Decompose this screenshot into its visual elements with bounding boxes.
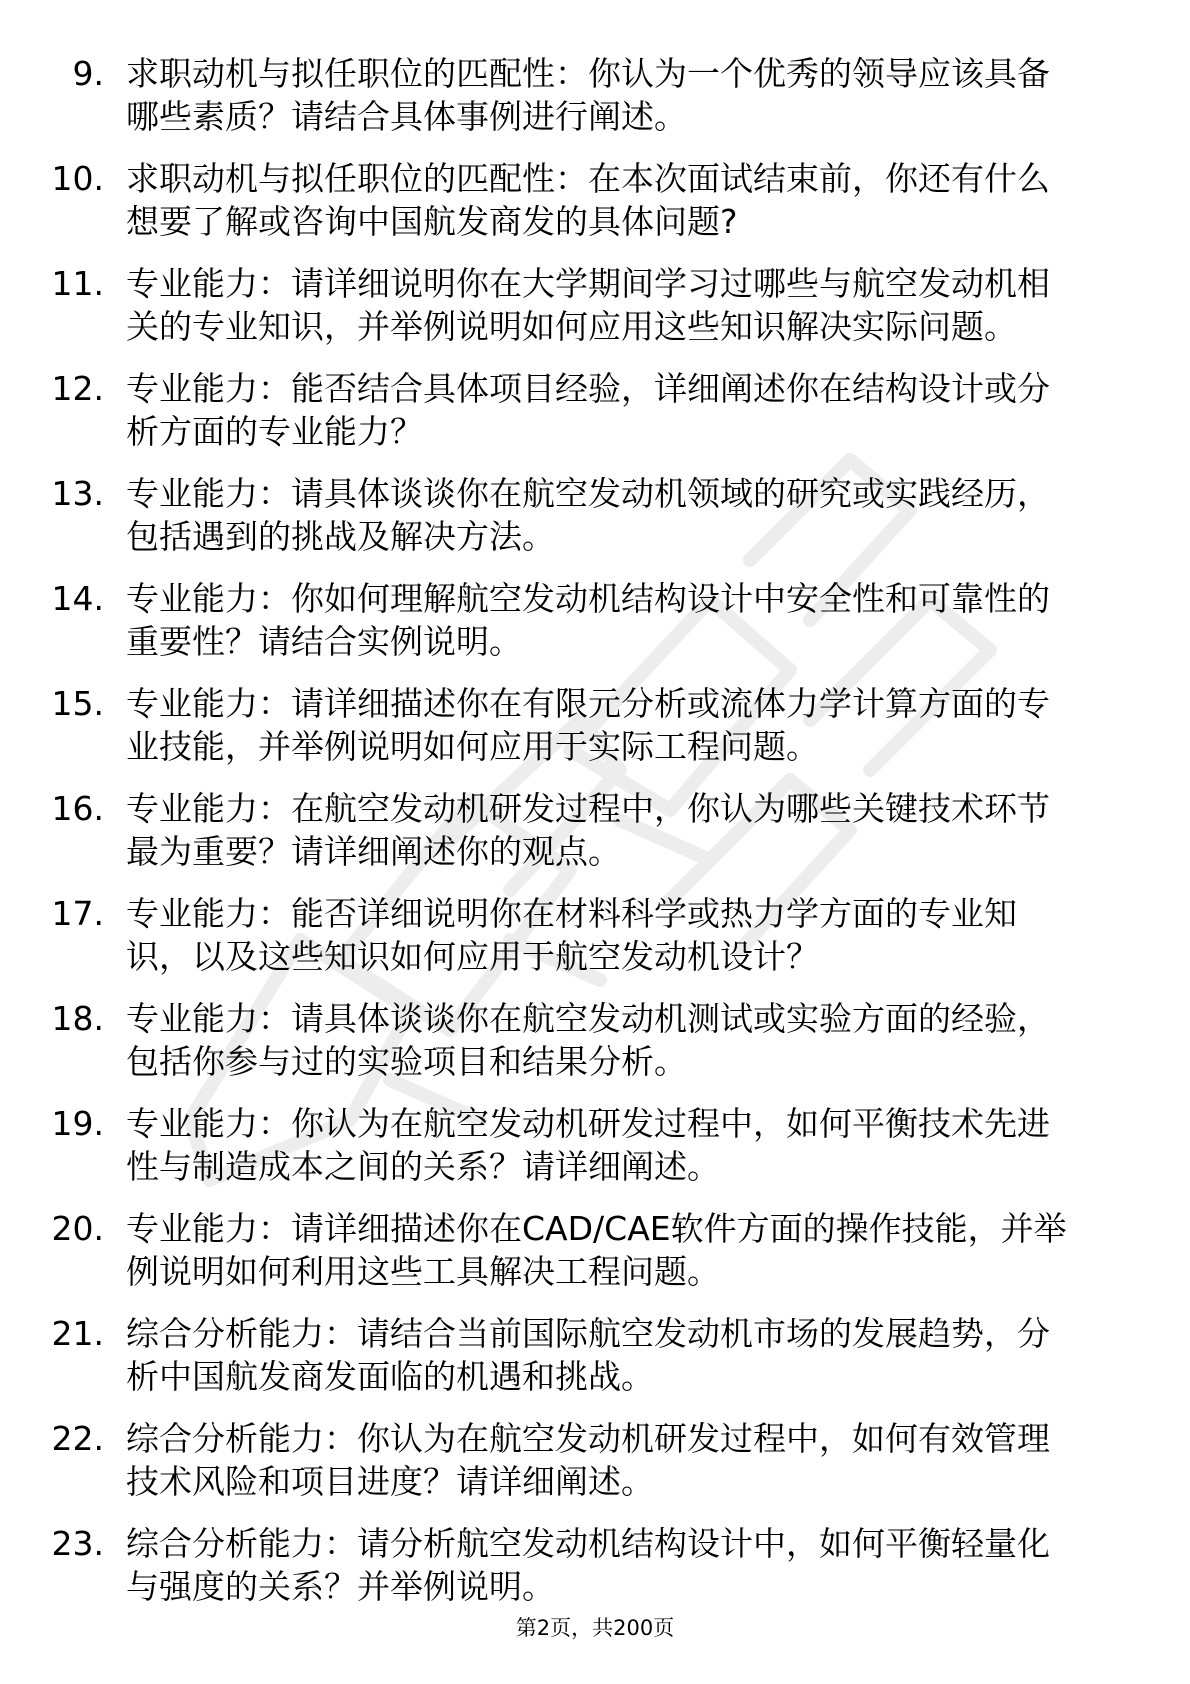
question-text — [126, 1522, 1131, 1608]
question-number: 16. — [51, 789, 104, 828]
question-line: 综合分析能力：请结合当前国际航空发动机市场的发展趋势，分 — [126, 1314, 1050, 1353]
question-item-15 — [0, 682, 1190, 787]
question-text — [126, 262, 1131, 348]
question-line: 最为重要？请详细阐述你的观点。 — [126, 832, 621, 871]
question-number: 12. — [51, 369, 104, 408]
question-line: 重要性？请结合实例说明。 — [126, 622, 522, 661]
question-line: 专业能力：你如何理解航空发动机结构设计中安全性和可靠性的 — [126, 579, 1050, 618]
question-line: 包括遇到的挑战及解决方法。 — [126, 517, 555, 556]
question-number: 9. — [72, 54, 104, 93]
question-item-12 — [0, 367, 1190, 472]
question-line: 识，以及这些知识如何应用于航空发动机设计？ — [126, 937, 819, 976]
question-text — [126, 1417, 1131, 1503]
question-item-18 — [0, 997, 1190, 1102]
question-line: 专业能力：请详细描述你在有限元分析或流体力学计算方面的专 — [126, 684, 1050, 723]
question-item-16 — [0, 787, 1190, 892]
question-line: 业技能，并举例说明如何应用于实际工程问题。 — [126, 727, 819, 766]
page-footer: 第2页，共200页 — [515, 1616, 675, 1640]
question-line: 性与制造成本之间的关系？请详细阐述。 — [126, 1147, 720, 1186]
question-text — [126, 997, 1131, 1083]
question-text — [126, 367, 1131, 453]
question-line: 求职动机与拟任职位的匹配性：在本次面试结束前，你还有什么 — [126, 159, 1050, 198]
question-item-22 — [0, 1417, 1190, 1522]
question-number: 18. — [51, 999, 104, 1038]
question-line: 专业能力：请具体谈谈你在航空发动机测试或实验方面的经验， — [126, 999, 1050, 1038]
question-line: 专业能力：请具体谈谈你在航空发动机领域的研究或实践经历， — [126, 474, 1050, 513]
question-number: 11. — [51, 264, 104, 303]
question-line: 与强度的关系？并举例说明。 — [126, 1567, 555, 1606]
question-item-9 — [0, 52, 1190, 157]
question-line: 例说明如何利用这些工具解决工程问题。 — [126, 1252, 720, 1291]
question-item-11 — [0, 262, 1190, 367]
question-list — [0, 52, 1190, 1627]
question-number: 17. — [51, 894, 104, 933]
question-text — [126, 1312, 1131, 1398]
question-line: 关的专业知识，并举例说明如何应用这些知识解决实际问题。 — [126, 307, 1017, 346]
question-line: 析方面的专业能力？ — [126, 412, 423, 451]
question-item-17 — [0, 892, 1190, 997]
question-item-14 — [0, 577, 1190, 682]
question-text — [126, 787, 1131, 873]
question-text — [126, 157, 1131, 243]
question-line: 想要了解或咨询中国航发商发的具体问题? — [126, 202, 738, 241]
question-number: 21. — [51, 1314, 104, 1353]
question-number: 10. — [51, 159, 104, 198]
question-line: 技术风险和项目进度？请详细阐述。 — [126, 1462, 654, 1501]
question-item-21 — [0, 1312, 1190, 1417]
question-line: 专业能力：在航空发动机研发过程中，你认为哪些关键技术环节 — [126, 789, 1050, 828]
question-line: 综合分析能力：请分析航空发动机结构设计中，如何平衡轻量化 — [126, 1524, 1050, 1563]
question-text — [126, 1207, 1131, 1293]
question-item-10 — [0, 157, 1190, 262]
question-number: 23. — [51, 1524, 104, 1563]
question-text — [126, 892, 1131, 978]
question-item-23 — [0, 1522, 1190, 1627]
question-number: 14. — [51, 579, 104, 618]
question-line: 专业能力：请详细描述你在CAD/CAE软件方面的操作技能，并举 — [126, 1209, 1067, 1248]
question-number: 15. — [51, 684, 104, 723]
question-text — [126, 1102, 1131, 1188]
question-text — [126, 577, 1131, 663]
question-line: 包括你参与过的实验项目和结果分析。 — [126, 1042, 687, 1081]
question-text — [126, 52, 1131, 138]
question-item-20 — [0, 1207, 1190, 1312]
question-text — [126, 472, 1131, 558]
question-item-19 — [0, 1102, 1190, 1207]
question-number: 20. — [51, 1209, 104, 1248]
question-number: 19. — [51, 1104, 104, 1143]
question-line: 专业能力：你认为在航空发动机研发过程中，如何平衡技术先进 — [126, 1104, 1050, 1143]
question-item-13 — [0, 472, 1190, 577]
question-number: 13. — [51, 474, 104, 513]
question-line: 综合分析能力：你认为在航空发动机研发过程中，如何有效管理 — [126, 1419, 1050, 1458]
question-line: 求职动机与拟任职位的匹配性：你认为一个优秀的领导应该具备 — [126, 54, 1050, 93]
question-line: 哪些素质？请结合具体事例进行阐述。 — [126, 97, 687, 136]
question-line: 析中国航发商发面临的机遇和挑战。 — [126, 1357, 654, 1396]
question-text — [126, 682, 1131, 768]
question-line: 专业能力：请详细说明你在大学期间学习过哪些与航空发动机相 — [126, 264, 1050, 303]
question-number: 22. — [51, 1419, 104, 1458]
question-line: 专业能力：能否详细说明你在材料科学或热力学方面的专业知 — [126, 894, 1017, 933]
question-line: 专业能力：能否结合具体项目经验，详细阐述你在结构设计或分 — [126, 369, 1050, 408]
